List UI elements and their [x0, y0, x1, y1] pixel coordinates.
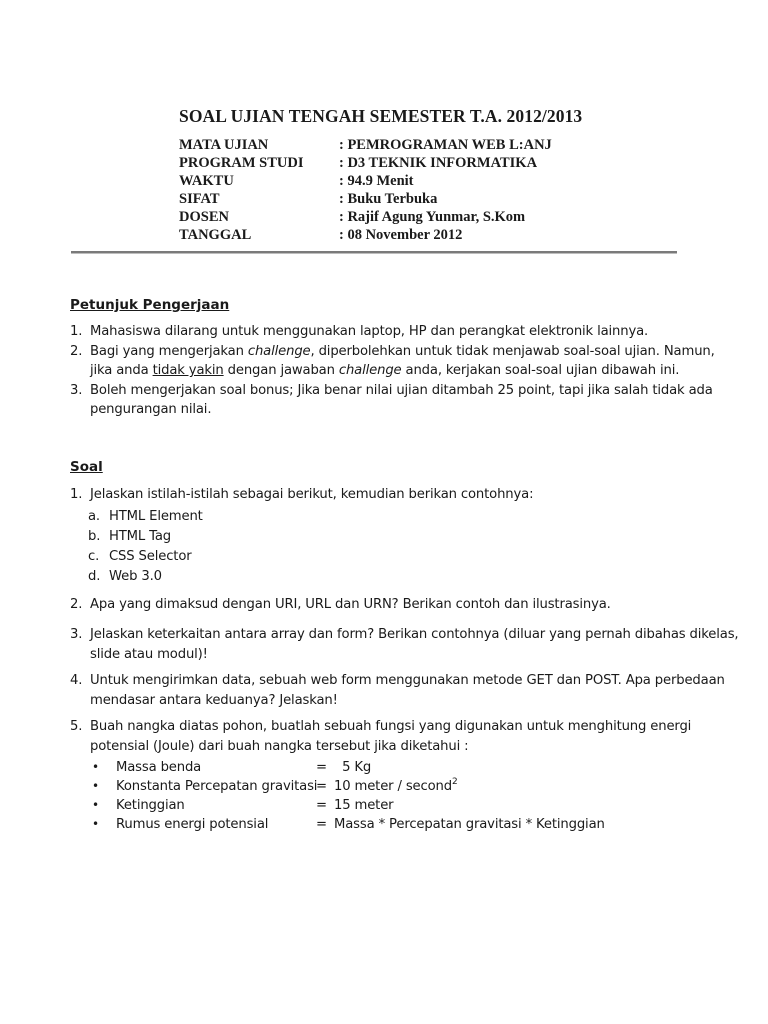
given-label: Rumus energi potensial: [116, 817, 269, 832]
question-number: 4.: [70, 673, 83, 688]
item-text-line: [90, 361, 715, 381]
info-label: MATA UJIAN: [179, 137, 269, 153]
question-text-line: Untuk mengirimkan data, sebuah web form menggunakan metode GET dan POST. Apa perbedaan: [90, 673, 725, 688]
question-text-line: potensial (Joule) dari buah nangka tersebut jika diketahui :: [90, 738, 469, 754]
info-value: : PEMROGRAMAN WEB L:ANJ: [339, 137, 552, 153]
info-row-time: [179, 172, 552, 190]
sub-letter: d.: [88, 568, 101, 584]
sub-item: [70, 507, 533, 527]
item-text-line: [90, 342, 715, 362]
info-row-lecturer: [179, 208, 552, 226]
given-value-row: [70, 758, 691, 777]
info-row-nature: [179, 190, 552, 208]
equals-sign: =: [316, 760, 327, 775]
question-text: Jelaskan istilah-istilah sebagai berikut, kemudian berikan contohnya:: [90, 487, 534, 502]
item-number: 2.: [70, 343, 83, 359]
info-label: SIFAT: [179, 191, 220, 207]
item-text-line: Boleh mengerjakan soal bonus; Jika benar nilai ujian ditambah 25 point, tapi jika salah tidak ada: [90, 382, 713, 398]
list-item: [70, 322, 715, 342]
info-row-course: [179, 136, 552, 154]
exam-title: SOAL UJIAN TENGAH SEMESTER T.A. 2012/2013: [179, 106, 583, 126]
bullet-icon: •: [92, 798, 99, 812]
info-value: : Rajif Agung Yunmar, S.Kom: [339, 209, 526, 225]
given-label: Massa benda: [116, 760, 202, 775]
question-3: [70, 625, 738, 664]
question-text-line: mendasar antara keduanya? Jelaskan!: [90, 692, 338, 708]
info-label: PROGRAM STUDI: [179, 155, 304, 171]
header-divider: [71, 251, 677, 254]
sub-text: HTML Tag: [109, 528, 172, 544]
info-value: : 94.9 Menit: [339, 173, 414, 189]
item-number: 3.: [70, 382, 83, 398]
sub-letter: a.: [88, 508, 100, 524]
info-value: : D3 TEKNIK INFORMATIKA: [339, 155, 538, 171]
sub-text: Web 3.0: [109, 568, 162, 584]
info-row-date: [179, 226, 552, 244]
info-label: WAKTU: [179, 173, 234, 189]
info-label: TANGGAL: [179, 227, 252, 243]
given-value: 5 Kg: [334, 760, 372, 775]
exam-info-table: [179, 136, 552, 244]
sub-item: [70, 527, 533, 547]
text-span: dengan jawaban: [223, 363, 339, 378]
question-item: [70, 717, 691, 756]
question-item: [70, 485, 533, 505]
text-span: Bagi yang mengerjakan: [90, 343, 248, 359]
sub-item: [70, 567, 533, 587]
question-item: [70, 625, 738, 664]
equals-sign: =: [316, 817, 327, 832]
question-number: 5.: [70, 719, 83, 734]
value-text: 10 meter / second: [334, 779, 452, 794]
item-number: 1.: [70, 324, 83, 339]
given-value-row: [70, 796, 691, 815]
bullet-icon: •: [92, 760, 99, 774]
question-number: 2.: [70, 597, 83, 612]
question-number: 1.: [70, 487, 83, 502]
instructions-list: [70, 322, 715, 420]
list-item: [70, 342, 715, 381]
question-item: [70, 671, 725, 710]
question-item: [70, 595, 611, 615]
item-text-line: pengurangan nilai.: [90, 402, 212, 417]
sub-letter: b.: [88, 528, 101, 544]
sub-text: CSS Selector: [109, 548, 192, 564]
info-label: DOSEN: [179, 209, 229, 225]
question-text: Apa yang dimaksud dengan URI, URL dan URN? Berikan contoh dan ilustrasinya.: [90, 597, 611, 612]
given-value-row: [70, 777, 691, 796]
bullet-icon: •: [92, 817, 99, 831]
info-value: : Buku Terbuka: [339, 191, 438, 207]
text-span: , diperbolehkan untuk tidak menjawab soal-soal ujian. Namun,: [310, 343, 715, 359]
equals-sign: =: [316, 779, 327, 794]
sub-letter: c.: [88, 548, 100, 564]
text-span: jika anda: [90, 363, 153, 378]
given-value: 15 meter: [334, 798, 394, 813]
emphasis-text: challenge: [338, 363, 402, 378]
emphasis-text: challenge: [247, 343, 311, 359]
question-text-line: Buah nangka diatas pohon, buatlah sebuah fungsi yang digunakan untuk menghitung energi: [90, 719, 692, 734]
given-value: [334, 777, 458, 796]
bullet-icon: •: [92, 779, 99, 793]
info-row-program: [179, 154, 552, 172]
questions-heading: Soal: [70, 459, 103, 475]
given-value: Massa * Percepatan gravitasi * Ketinggian: [334, 817, 605, 832]
given-value-row: [70, 815, 691, 834]
sub-text: HTML Element: [109, 508, 203, 524]
sub-item: [70, 547, 533, 567]
given-label: Ketinggian: [116, 798, 185, 813]
question-2: [70, 595, 611, 615]
instructions-heading: Petunjuk Pengerjaan: [70, 297, 230, 313]
question-text-line: slide atau modul)!: [90, 646, 208, 662]
underlined-text: tidak yakin: [152, 363, 224, 378]
question-1: [70, 485, 533, 587]
text-span: anda, kerjakan soal-soal ujian dibawah ini.: [401, 363, 680, 378]
superscript: 2: [451, 777, 458, 787]
info-value: : 08 November 2012: [339, 227, 463, 243]
list-item: [70, 381, 715, 420]
equals-sign: =: [316, 798, 327, 813]
question-4: [70, 671, 725, 710]
question-text-line: Jelaskan keterkaitan antara array dan form? Berikan contohnya (diluar yang pernah dibahas dikelas,: [90, 627, 739, 642]
question-5: [70, 717, 691, 834]
question-number: 3.: [70, 627, 83, 642]
given-label: Konstanta Percepatan gravitasi: [116, 779, 318, 794]
item-text: Mahasiswa dilarang untuk menggunakan laptop, HP dan perangkat elektronik lainnya.: [90, 324, 649, 339]
